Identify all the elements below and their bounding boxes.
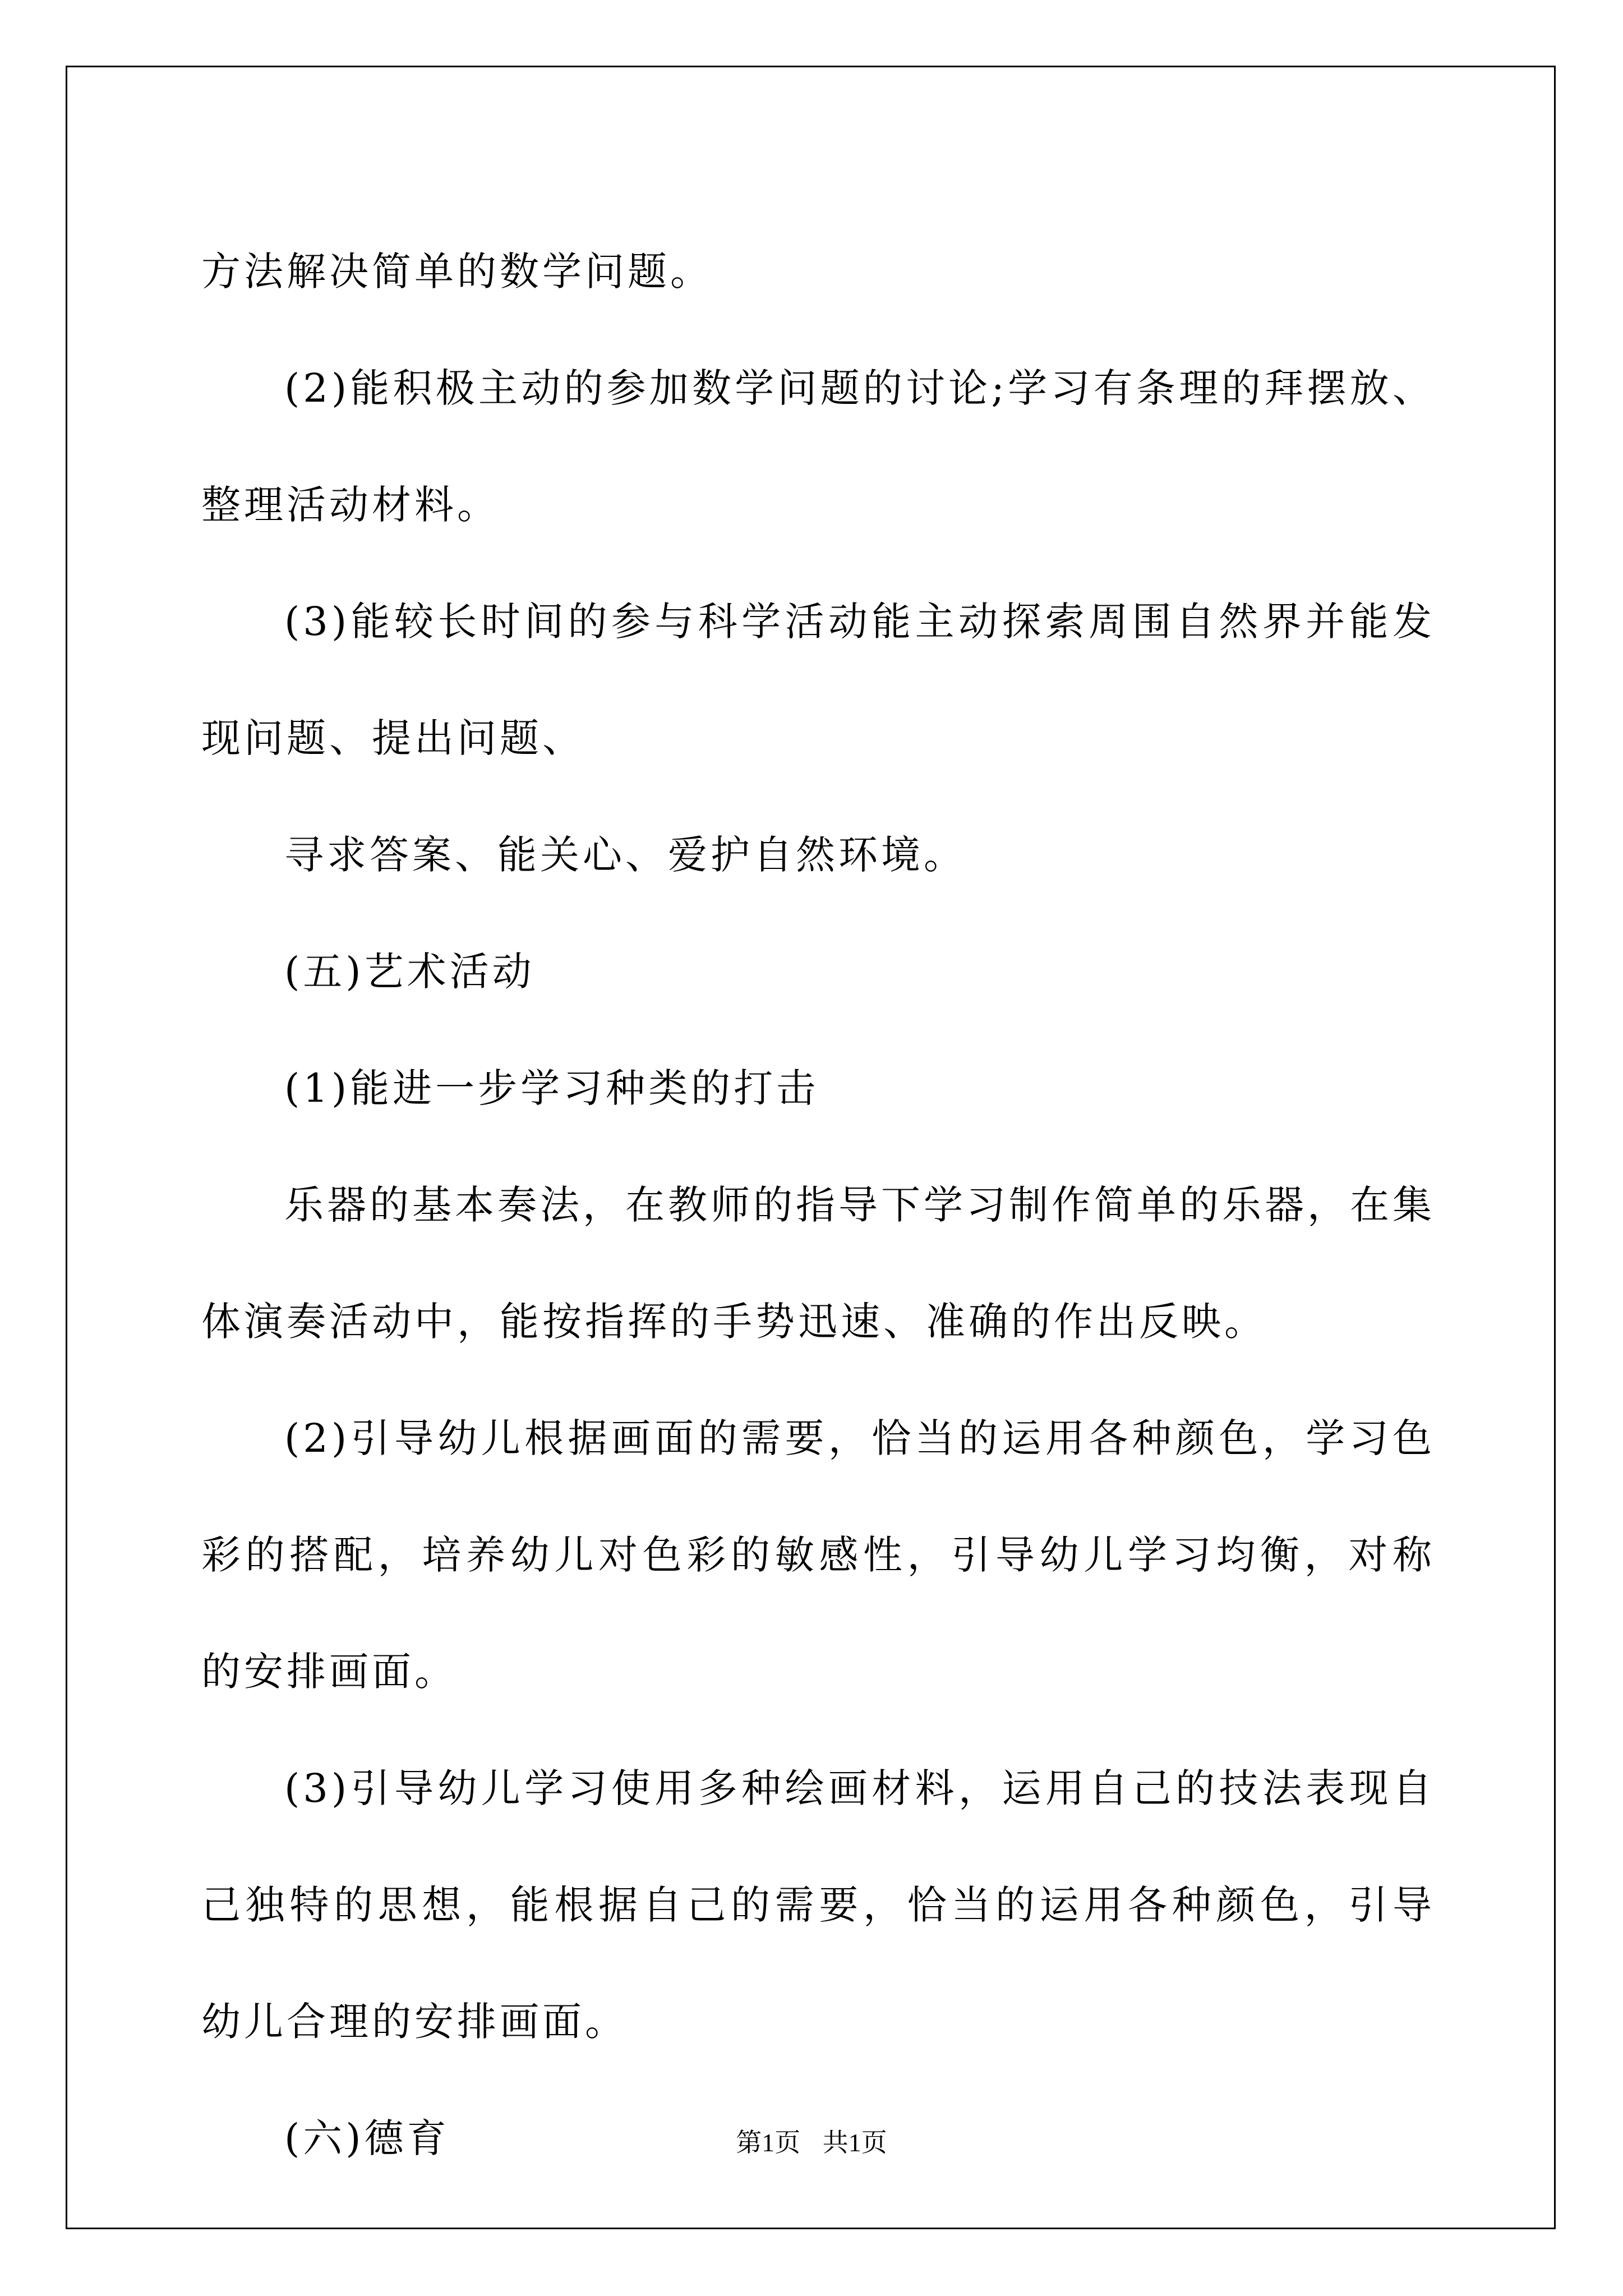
page-footer	[0, 2126, 1623, 2160]
page-number: 第1页	[736, 2128, 801, 2157]
paragraph-3: (3)能较长时间的参与科学活动能主动探索周围自然界并能发现问题、提出问题、	[201, 599, 1435, 761]
paragraph-9: (3)引导幼儿学习使用多种绘画材料，运用自己的技法表现自己独特的思想，能根据自己的需要，恰当的运用各种颜色，引导幼儿合理的安排画面。	[201, 1765, 1435, 2045]
section-heading-moral: (六)德育	[284, 2115, 450, 2161]
paragraph-4: 寻求答案、能关心、爱护自然环境。	[284, 832, 966, 878]
paragraph-1: 方法解决简单的数学问题。	[201, 249, 713, 295]
section-heading-art: (五)艺术活动	[284, 949, 535, 995]
paragraph-6: (1)能进一步学习种类的打击	[284, 1065, 819, 1111]
page-total: 共1页	[822, 2128, 887, 2157]
paragraph-8: (2)引导幼儿根据画面的需要，恰当的运用各种颜色，学习色彩的搭配，培养幼儿对色彩的敏感性，引导幼儿学习均衡，对称的安排画面。	[201, 1415, 1435, 1695]
paragraph-2: (2)能积极主动的参加数学问题的讨论;学习有条理的拜摆放、整理活动材料。	[201, 365, 1435, 528]
document-body	[201, 213, 1435, 2197]
paragraph-7: 乐器的基本奏法，在教师的指导下学习制作简单的乐器，在集体演奏活动中，能按指挥的手势迅速、准确的作出反映。	[201, 1182, 1435, 1345]
